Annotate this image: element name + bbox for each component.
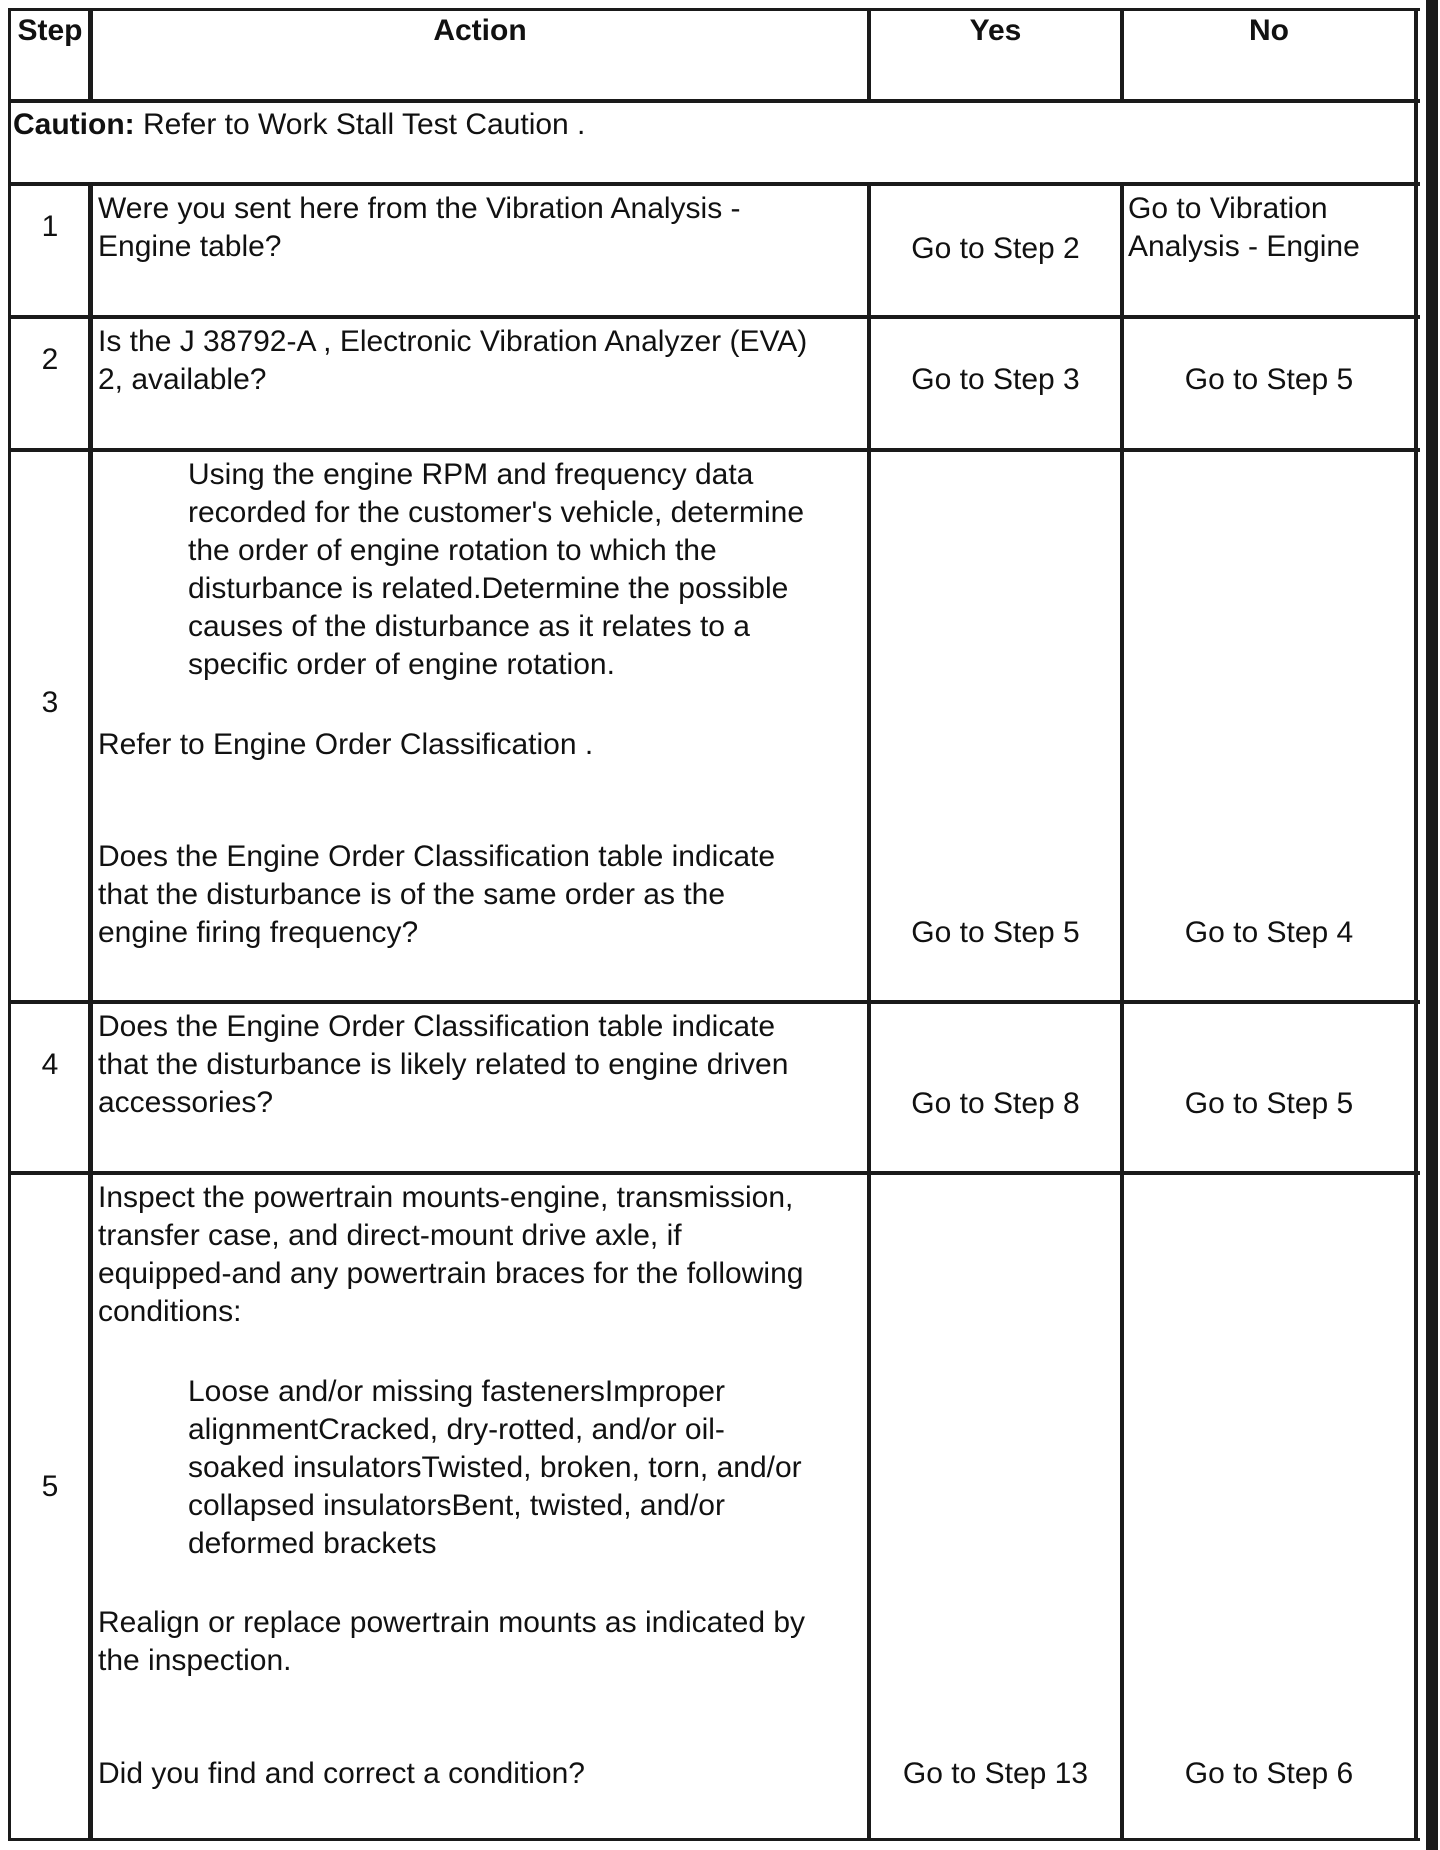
- no-result: Go to Step 5: [1184, 1087, 1354, 1120]
- indented-text: causes of the disturbance as it relates to a: [188, 610, 750, 643]
- row-divider: [8, 1838, 1420, 1841]
- yes-result: Go to Step 5: [911, 916, 1080, 949]
- column-divider: [1120, 184, 1124, 1840]
- question-text: Did you find and correct a condition?: [98, 1757, 585, 1790]
- indented-text: collapsed insulatorsBent, twisted, and/or: [188, 1489, 725, 1522]
- step-number: 2: [41, 343, 59, 376]
- yes-result: Go to Step 13: [902, 1757, 1089, 1790]
- no-result: Go to Step 6: [1184, 1757, 1354, 1790]
- header-action: Action: [433, 14, 527, 47]
- yes-result: Go to Step 8: [911, 1087, 1080, 1120]
- step-number: 4: [41, 1048, 59, 1081]
- step-number: 3: [41, 686, 59, 719]
- header-yes: Yes: [969, 14, 1022, 47]
- caution-text: Refer to Work Stall Test Caution .: [142, 108, 586, 141]
- row-divider: [8, 315, 1420, 319]
- no-result: Analysis - Engine: [1128, 230, 1360, 263]
- refer-text: Refer to Engine Order Classification .: [98, 728, 594, 761]
- indented-text: disturbance is related.Determine the possible: [188, 572, 789, 605]
- action-text: Does the Engine Order Classification table indicate: [98, 1010, 776, 1043]
- action-text: accessories?: [98, 1086, 274, 1119]
- row-divider: [8, 8, 1420, 11]
- caution-label: Caution:: [13, 108, 135, 141]
- realign-text: Realign or replace powertrain mounts as indicated by: [98, 1606, 806, 1639]
- column-divider: [88, 184, 93, 1840]
- intro-text: transfer case, and direct-mount drive axle, if: [98, 1219, 682, 1252]
- indented-text: recorded for the customer's vehicle, determine: [188, 496, 805, 529]
- indented-text: soaked insulatorsTwisted, broken, torn, and/or: [188, 1451, 802, 1484]
- yes-result: Go to Step 3: [911, 363, 1080, 396]
- intro-text: conditions:: [98, 1295, 242, 1328]
- table-border-right: [1414, 8, 1418, 1841]
- intro-text: Inspect the powertrain mounts-engine, transmission,: [98, 1181, 794, 1214]
- caution-note: [13, 106, 585, 144]
- realign-text: the inspection.: [98, 1644, 292, 1677]
- action-text: Were you sent here from the Vibration Analysis -: [98, 192, 741, 225]
- no-result: Go to Vibration: [1128, 192, 1328, 225]
- intro-text: equipped-and any powertrain braces for the following: [98, 1257, 804, 1290]
- action-text: 2, available?: [98, 363, 267, 396]
- row-divider: [8, 1171, 1420, 1175]
- row-divider: [8, 448, 1420, 452]
- row-divider: [8, 99, 1420, 103]
- no-result: Go to Step 4: [1184, 916, 1354, 949]
- action-text: Is the J 38792-A , Electronic Vibration Analyzer (EVA): [98, 325, 808, 358]
- indented-text: specific order of engine rotation.: [188, 648, 615, 681]
- table-border-left: [8, 8, 11, 1841]
- action-text: Engine table?: [98, 230, 282, 263]
- question-text: that the disturbance is of the same order as the: [98, 878, 726, 911]
- page-edge-bar: [1426, 0, 1438, 1850]
- question-text: Does the Engine Order Classification table indicate: [98, 840, 776, 873]
- row-divider: [8, 1000, 1420, 1004]
- row-divider: [8, 182, 1420, 186]
- indented-text: Loose and/or missing fastenersImproper: [188, 1375, 725, 1408]
- indented-text: deformed brackets: [188, 1527, 437, 1560]
- header-step: Step: [17, 14, 83, 47]
- column-divider: [867, 184, 871, 1840]
- step-number: 1: [41, 210, 59, 243]
- yes-result: Go to Step 2: [911, 232, 1080, 265]
- indented-text: the order of engine rotation to which the: [188, 534, 717, 567]
- question-text: engine firing frequency?: [98, 916, 419, 949]
- no-result: Go to Step 5: [1184, 363, 1354, 396]
- indented-text: Using the engine RPM and frequency data: [188, 458, 754, 491]
- step-number: 5: [41, 1470, 59, 1503]
- action-text: that the disturbance is likely related to engine driven: [98, 1048, 789, 1081]
- header-no: No: [1249, 14, 1289, 47]
- indented-text: alignmentCracked, dry-rotted, and/or oil-: [188, 1413, 725, 1446]
